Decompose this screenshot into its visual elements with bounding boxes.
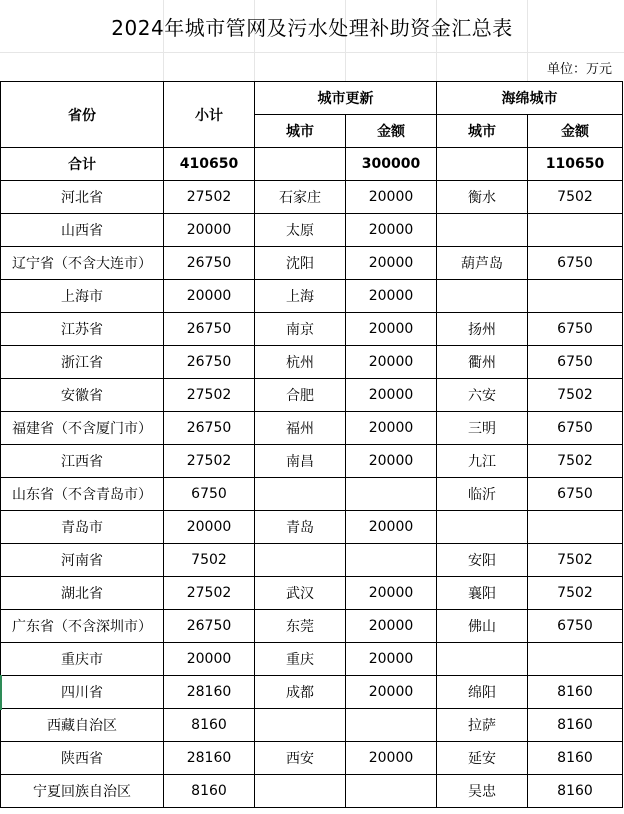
cell-sponge-city[interactable] (437, 643, 528, 676)
cell-renewal-amount[interactable]: 20000 (346, 742, 437, 775)
cell-sponge-city[interactable]: 衡水 (437, 181, 528, 214)
unit-label: 单位：万元 (546, 61, 612, 77)
cell-renewal-city[interactable]: 青岛 (255, 511, 346, 544)
cell-renewal-amount[interactable]: 20000 (346, 280, 437, 313)
cell-sponge-amount[interactable] (528, 214, 623, 247)
cell-sponge-amount[interactable]: 8160 (528, 709, 623, 742)
cell-sponge-amount[interactable]: 6750 (528, 313, 623, 346)
header-sponge-amount[interactable]: 金额 (528, 115, 623, 148)
cell-renewal-amount[interactable]: 20000 (346, 313, 437, 346)
cell-province[interactable]: 福建省（不含厦门市） (1, 412, 164, 445)
cell-renewal-city[interactable] (255, 478, 346, 511)
cell-renewal-city[interactable]: 沈阳 (255, 247, 346, 280)
cell-sponge-amount[interactable]: 7502 (528, 544, 623, 577)
cell-renewal-amount[interactable]: 20000 (346, 643, 437, 676)
table-row (1, 577, 623, 610)
cell-sponge-amount[interactable]: 8160 (528, 775, 623, 808)
cell-renewal-amount[interactable]: 20000 (346, 181, 437, 214)
cell-sponge-city[interactable]: 拉萨 (437, 709, 528, 742)
cell-subtotal[interactable]: 26750 (164, 247, 255, 280)
cell-renewal-city[interactable]: 太原 (255, 214, 346, 247)
total-label[interactable]: 合计 (1, 148, 164, 181)
cell-sponge-city[interactable]: 六安 (437, 379, 528, 412)
cell-renewal-amount[interactable]: 20000 (346, 346, 437, 379)
cell-sponge-city[interactable]: 葫芦岛 (437, 247, 528, 280)
cell-sponge-city[interactable]: 佛山 (437, 610, 528, 643)
header-renewal-amount[interactable]: 金额 (346, 115, 437, 148)
table-row (1, 610, 623, 643)
cell-province[interactable]: 广东省（不含深圳市） (1, 610, 164, 643)
table-row (1, 478, 623, 511)
cell-renewal-amount[interactable] (346, 478, 437, 511)
cell-renewal-amount[interactable] (346, 775, 437, 808)
table-row (1, 445, 623, 478)
cell-sponge-city[interactable]: 衢州 (437, 346, 528, 379)
table-row (1, 643, 623, 676)
cell-province[interactable]: 陕西省 (1, 742, 164, 775)
table-row (1, 214, 623, 247)
cell-renewal-amount[interactable]: 20000 (346, 412, 437, 445)
table-row (1, 280, 623, 313)
cell-subtotal[interactable]: 27502 (164, 379, 255, 412)
header-sponge[interactable]: 海绵城市 (437, 82, 623, 115)
table-row (1, 511, 623, 544)
cell-sponge-amount[interactable]: 6750 (528, 247, 623, 280)
cell-subtotal[interactable]: 20000 (164, 280, 255, 313)
cell-subtotal[interactable]: 27502 (164, 577, 255, 610)
cell-renewal-city[interactable]: 杭州 (255, 346, 346, 379)
cell-renewal-city[interactable]: 西安 (255, 742, 346, 775)
cell-renewal-city[interactable]: 合肥 (255, 379, 346, 412)
cell-subtotal[interactable]: 8160 (164, 775, 255, 808)
total-row (1, 148, 623, 181)
cell-sponge-city[interactable]: 扬州 (437, 313, 528, 346)
cell-renewal-amount[interactable]: 20000 (346, 511, 437, 544)
cell-subtotal[interactable]: 6750 (164, 478, 255, 511)
cell-sponge-amount[interactable] (528, 511, 623, 544)
cell-renewal-city[interactable]: 南京 (255, 313, 346, 346)
cell-province[interactable]: 山西省 (1, 214, 164, 247)
cell-renewal-city[interactable] (255, 709, 346, 742)
cell-sponge-city[interactable]: 绵阳 (437, 676, 528, 709)
cell-renewal-city[interactable]: 石家庄 (255, 181, 346, 214)
header-subtotal[interactable]: 小计 (164, 82, 255, 148)
total-renewal-city[interactable] (255, 148, 346, 181)
cell-province[interactable]: 四川省 (1, 676, 164, 709)
cell-province[interactable]: 湖北省 (1, 577, 164, 610)
cell-province[interactable]: 重庆市 (1, 643, 164, 676)
cell-province[interactable]: 河北省 (1, 181, 164, 214)
cell-province[interactable]: 西藏自治区 (1, 709, 164, 742)
cell-sponge-city[interactable] (437, 280, 528, 313)
cell-sponge-city[interactable]: 延安 (437, 742, 528, 775)
header-province[interactable]: 省份 (1, 82, 164, 148)
table-row (1, 676, 623, 709)
cell-province[interactable]: 安徽省 (1, 379, 164, 412)
header-row (1, 82, 623, 115)
cell-renewal-city[interactable] (255, 544, 346, 577)
cell-renewal-amount[interactable]: 20000 (346, 214, 437, 247)
cell-sponge-amount[interactable]: 6750 (528, 412, 623, 445)
header-sponge-city[interactable]: 城市 (437, 115, 528, 148)
cell-sponge-city[interactable] (437, 214, 528, 247)
table-row (1, 181, 623, 214)
cell-sponge-amount[interactable]: 7502 (528, 577, 623, 610)
cell-subtotal[interactable]: 26750 (164, 412, 255, 445)
table-row (1, 346, 623, 379)
cell-subtotal[interactable]: 26750 (164, 346, 255, 379)
cell-subtotal[interactable]: 8160 (164, 709, 255, 742)
cell-province[interactable]: 辽宁省（不含大连市） (1, 247, 164, 280)
table-row (1, 313, 623, 346)
total-sponge-amount[interactable]: 110650 (528, 148, 623, 181)
subsidy-table (0, 81, 623, 808)
cell-subtotal[interactable]: 27502 (164, 181, 255, 214)
table-row (1, 247, 623, 280)
cell-sponge-amount[interactable]: 7502 (528, 445, 623, 478)
cell-sponge-amount[interactable] (528, 643, 623, 676)
cell-sponge-city[interactable]: 吴忠 (437, 775, 528, 808)
cell-sponge-city[interactable]: 九江 (437, 445, 528, 478)
cell-renewal-amount[interactable]: 20000 (346, 247, 437, 280)
cell-sponge-city[interactable]: 临沂 (437, 478, 528, 511)
cell-renewal-city[interactable] (255, 775, 346, 808)
table-row (1, 709, 623, 742)
cell-renewal-city[interactable]: 南昌 (255, 445, 346, 478)
cell-renewal-city[interactable]: 福州 (255, 412, 346, 445)
cell-renewal-city[interactable]: 上海 (255, 280, 346, 313)
cell-sponge-city[interactable]: 三明 (437, 412, 528, 445)
cell-renewal-amount[interactable]: 20000 (346, 610, 437, 643)
cell-subtotal[interactable]: 28160 (164, 742, 255, 775)
cell-sponge-city[interactable] (437, 511, 528, 544)
cell-subtotal[interactable]: 20000 (164, 643, 255, 676)
cell-subtotal[interactable]: 27502 (164, 445, 255, 478)
cell-sponge-amount[interactable]: 8160 (528, 676, 623, 709)
cell-renewal-amount[interactable]: 20000 (346, 445, 437, 478)
table-row (1, 544, 623, 577)
cell-province[interactable]: 浙江省 (1, 346, 164, 379)
cell-renewal-amount[interactable]: 20000 (346, 577, 437, 610)
selection-marker (0, 675, 2, 710)
cell-sponge-amount[interactable]: 7502 (528, 181, 623, 214)
cell-renewal-amount[interactable]: 20000 (346, 676, 437, 709)
cell-subtotal[interactable]: 20000 (164, 214, 255, 247)
table-row (1, 742, 623, 775)
cell-province[interactable]: 江西省 (1, 445, 164, 478)
cell-sponge-city[interactable]: 安阳 (437, 544, 528, 577)
cell-sponge-amount[interactable]: 7502 (528, 379, 623, 412)
total-sponge-city[interactable] (437, 148, 528, 181)
cell-subtotal[interactable]: 26750 (164, 610, 255, 643)
cell-sponge-amount[interactable] (528, 280, 623, 313)
cell-province[interactable]: 青岛市 (1, 511, 164, 544)
cell-sponge-amount[interactable]: 6750 (528, 478, 623, 511)
total-renewal-amount[interactable]: 300000 (346, 148, 437, 181)
grid-line (0, 52, 624, 53)
table-row (1, 379, 623, 412)
cell-subtotal[interactable]: 20000 (164, 511, 255, 544)
cell-sponge-amount[interactable]: 6750 (528, 346, 623, 379)
cell-renewal-city[interactable]: 东莞 (255, 610, 346, 643)
cell-subtotal[interactable]: 28160 (164, 676, 255, 709)
cell-renewal-amount[interactable] (346, 544, 437, 577)
header-renewal[interactable]: 城市更新 (255, 82, 437, 115)
cell-renewal-amount[interactable] (346, 709, 437, 742)
cell-renewal-amount[interactable]: 20000 (346, 379, 437, 412)
table-title: 2024年城市管网及污水处理补助资金汇总表 (111, 15, 513, 40)
cell-renewal-city[interactable]: 重庆 (255, 643, 346, 676)
cell-province[interactable]: 山东省（不含青岛市） (1, 478, 164, 511)
cell-renewal-city[interactable]: 成都 (255, 676, 346, 709)
total-subtotal[interactable]: 410650 (164, 148, 255, 181)
cell-province[interactable]: 江苏省 (1, 313, 164, 346)
cell-subtotal[interactable]: 7502 (164, 544, 255, 577)
cell-renewal-city[interactable]: 武汉 (255, 577, 346, 610)
cell-subtotal[interactable]: 26750 (164, 313, 255, 346)
cell-sponge-city[interactable]: 襄阳 (437, 577, 528, 610)
cell-sponge-amount[interactable]: 8160 (528, 742, 623, 775)
table-row (1, 775, 623, 808)
header-renewal-city[interactable]: 城市 (255, 115, 346, 148)
cell-province[interactable]: 河南省 (1, 544, 164, 577)
cell-province[interactable]: 上海市 (1, 280, 164, 313)
table-row (1, 412, 623, 445)
cell-sponge-amount[interactable]: 6750 (528, 610, 623, 643)
cell-province[interactable]: 宁夏回族自治区 (1, 775, 164, 808)
